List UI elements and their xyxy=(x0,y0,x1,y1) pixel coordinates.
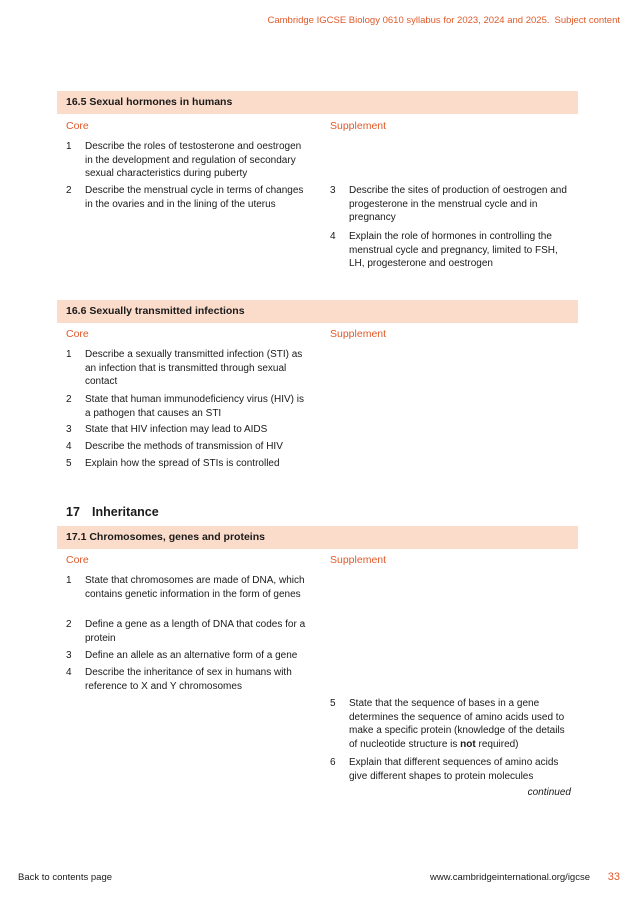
item-number: 3 xyxy=(66,650,72,661)
item-text: Describe the methods of transmission of HIV xyxy=(85,441,283,452)
list-item xyxy=(66,618,306,645)
item-number: 1 xyxy=(66,349,72,360)
item-number: 2 xyxy=(66,185,72,196)
page-number: 33 xyxy=(607,871,620,883)
item-text xyxy=(349,697,570,751)
running-header xyxy=(267,15,620,26)
continued-note: continued xyxy=(527,787,571,798)
list-item xyxy=(66,440,306,454)
supplement-label: Supplement xyxy=(330,554,387,566)
item-text: State that chromosomes are made of DNA, which contains genetic information in the form of genes xyxy=(85,575,305,600)
list-item xyxy=(66,348,306,389)
chapter-number: 17 xyxy=(66,505,80,519)
section-heading-16-5: 16.5 Sexual hormones in humans xyxy=(57,91,578,114)
website-link[interactable]: www.cambridgeinternational.org/igcse xyxy=(430,872,590,883)
item-number: 5 xyxy=(66,458,72,469)
list-item xyxy=(66,393,306,420)
list-item xyxy=(66,574,306,601)
chapter-heading xyxy=(66,505,159,519)
item-number: 2 xyxy=(66,394,72,405)
core-label: Core xyxy=(66,120,89,132)
item-number: 6 xyxy=(330,757,336,768)
chapter-title: Inheritance xyxy=(92,505,159,519)
supplement-label: Supplement xyxy=(330,328,387,340)
item-number: 3 xyxy=(66,424,72,435)
item-text: Explain that different sequences of amino acids give different shapes to protein molecules xyxy=(349,757,559,782)
list-item xyxy=(66,184,306,211)
item-text: Describe the inheritance of sex in humans with reference to X and Y chromosomes xyxy=(85,667,292,692)
item-text: Explain how the spread of STIs is controlled xyxy=(85,458,280,469)
item-number: 3 xyxy=(330,185,336,196)
item-number: 1 xyxy=(66,575,72,586)
list-item xyxy=(66,666,306,693)
list-item xyxy=(66,140,306,181)
item-text: Describe a sexually transmitted infection (STI) as an infection that is transmitted through sexual contact xyxy=(85,349,303,388)
list-item xyxy=(66,423,306,437)
item-number: 1 xyxy=(66,141,72,152)
core-label: Core xyxy=(66,328,89,340)
item-text: Define a gene as a length of DNA that codes for a protein xyxy=(85,619,306,644)
item-text: Describe the menstrual cycle in terms of changes in the ovaries and in the lining of the uterus xyxy=(85,185,304,210)
list-item xyxy=(66,457,306,471)
list-item xyxy=(330,230,570,271)
list-item xyxy=(330,184,570,225)
section-heading-16-6: 16.6 Sexually transmitted infections xyxy=(57,300,578,323)
back-to-contents-link[interactable]: Back to contents page xyxy=(18,872,113,883)
syllabus-title: Cambridge IGCSE Biology 0610 syllabus for 2023, 2024 and 2025. xyxy=(267,15,550,26)
item-number: 4 xyxy=(66,667,72,678)
list-item xyxy=(330,756,570,783)
item-text: Describe the sites of production of oestrogen and progesterone in the menstrual cycle and in pregnancy xyxy=(349,185,567,224)
list-item xyxy=(66,649,306,663)
item-text: State that HIV infection may lead to AIDS xyxy=(85,424,268,435)
item-text-after: required) xyxy=(475,738,519,750)
item-number: 4 xyxy=(330,231,336,242)
section-name: Subject content xyxy=(554,15,620,26)
item-text: State that human immunodeficiency virus (HIV) is a pathogen that causes an STI xyxy=(85,394,304,419)
item-number: 2 xyxy=(66,619,72,630)
item-text: Explain the role of hormones in controlling the menstrual cycle and pregnancy, limited to FSH, LH, progesterone and oestrogen xyxy=(349,231,558,270)
item-text: Define an allele as an alternative form of a gene xyxy=(85,650,298,661)
supplement-label: Supplement xyxy=(330,120,387,132)
item-number: 5 xyxy=(330,698,336,709)
item-text: Describe the roles of testosterone and oestrogen in the development and regulation of secondary sexual characteristics during puberty xyxy=(85,141,302,180)
section-heading-17-1: 17.1 Chromosomes, genes and proteins xyxy=(57,526,578,549)
item-number: 4 xyxy=(66,441,72,452)
item-text-emphasis: not xyxy=(460,738,476,750)
core-label: Core xyxy=(66,554,89,566)
item-text-before: State that the sequence of bases in a gene determines the sequence of amino acids used to make a specific protein (knowledge of the details of nucleotide structure is xyxy=(349,698,565,750)
list-item xyxy=(330,697,570,751)
